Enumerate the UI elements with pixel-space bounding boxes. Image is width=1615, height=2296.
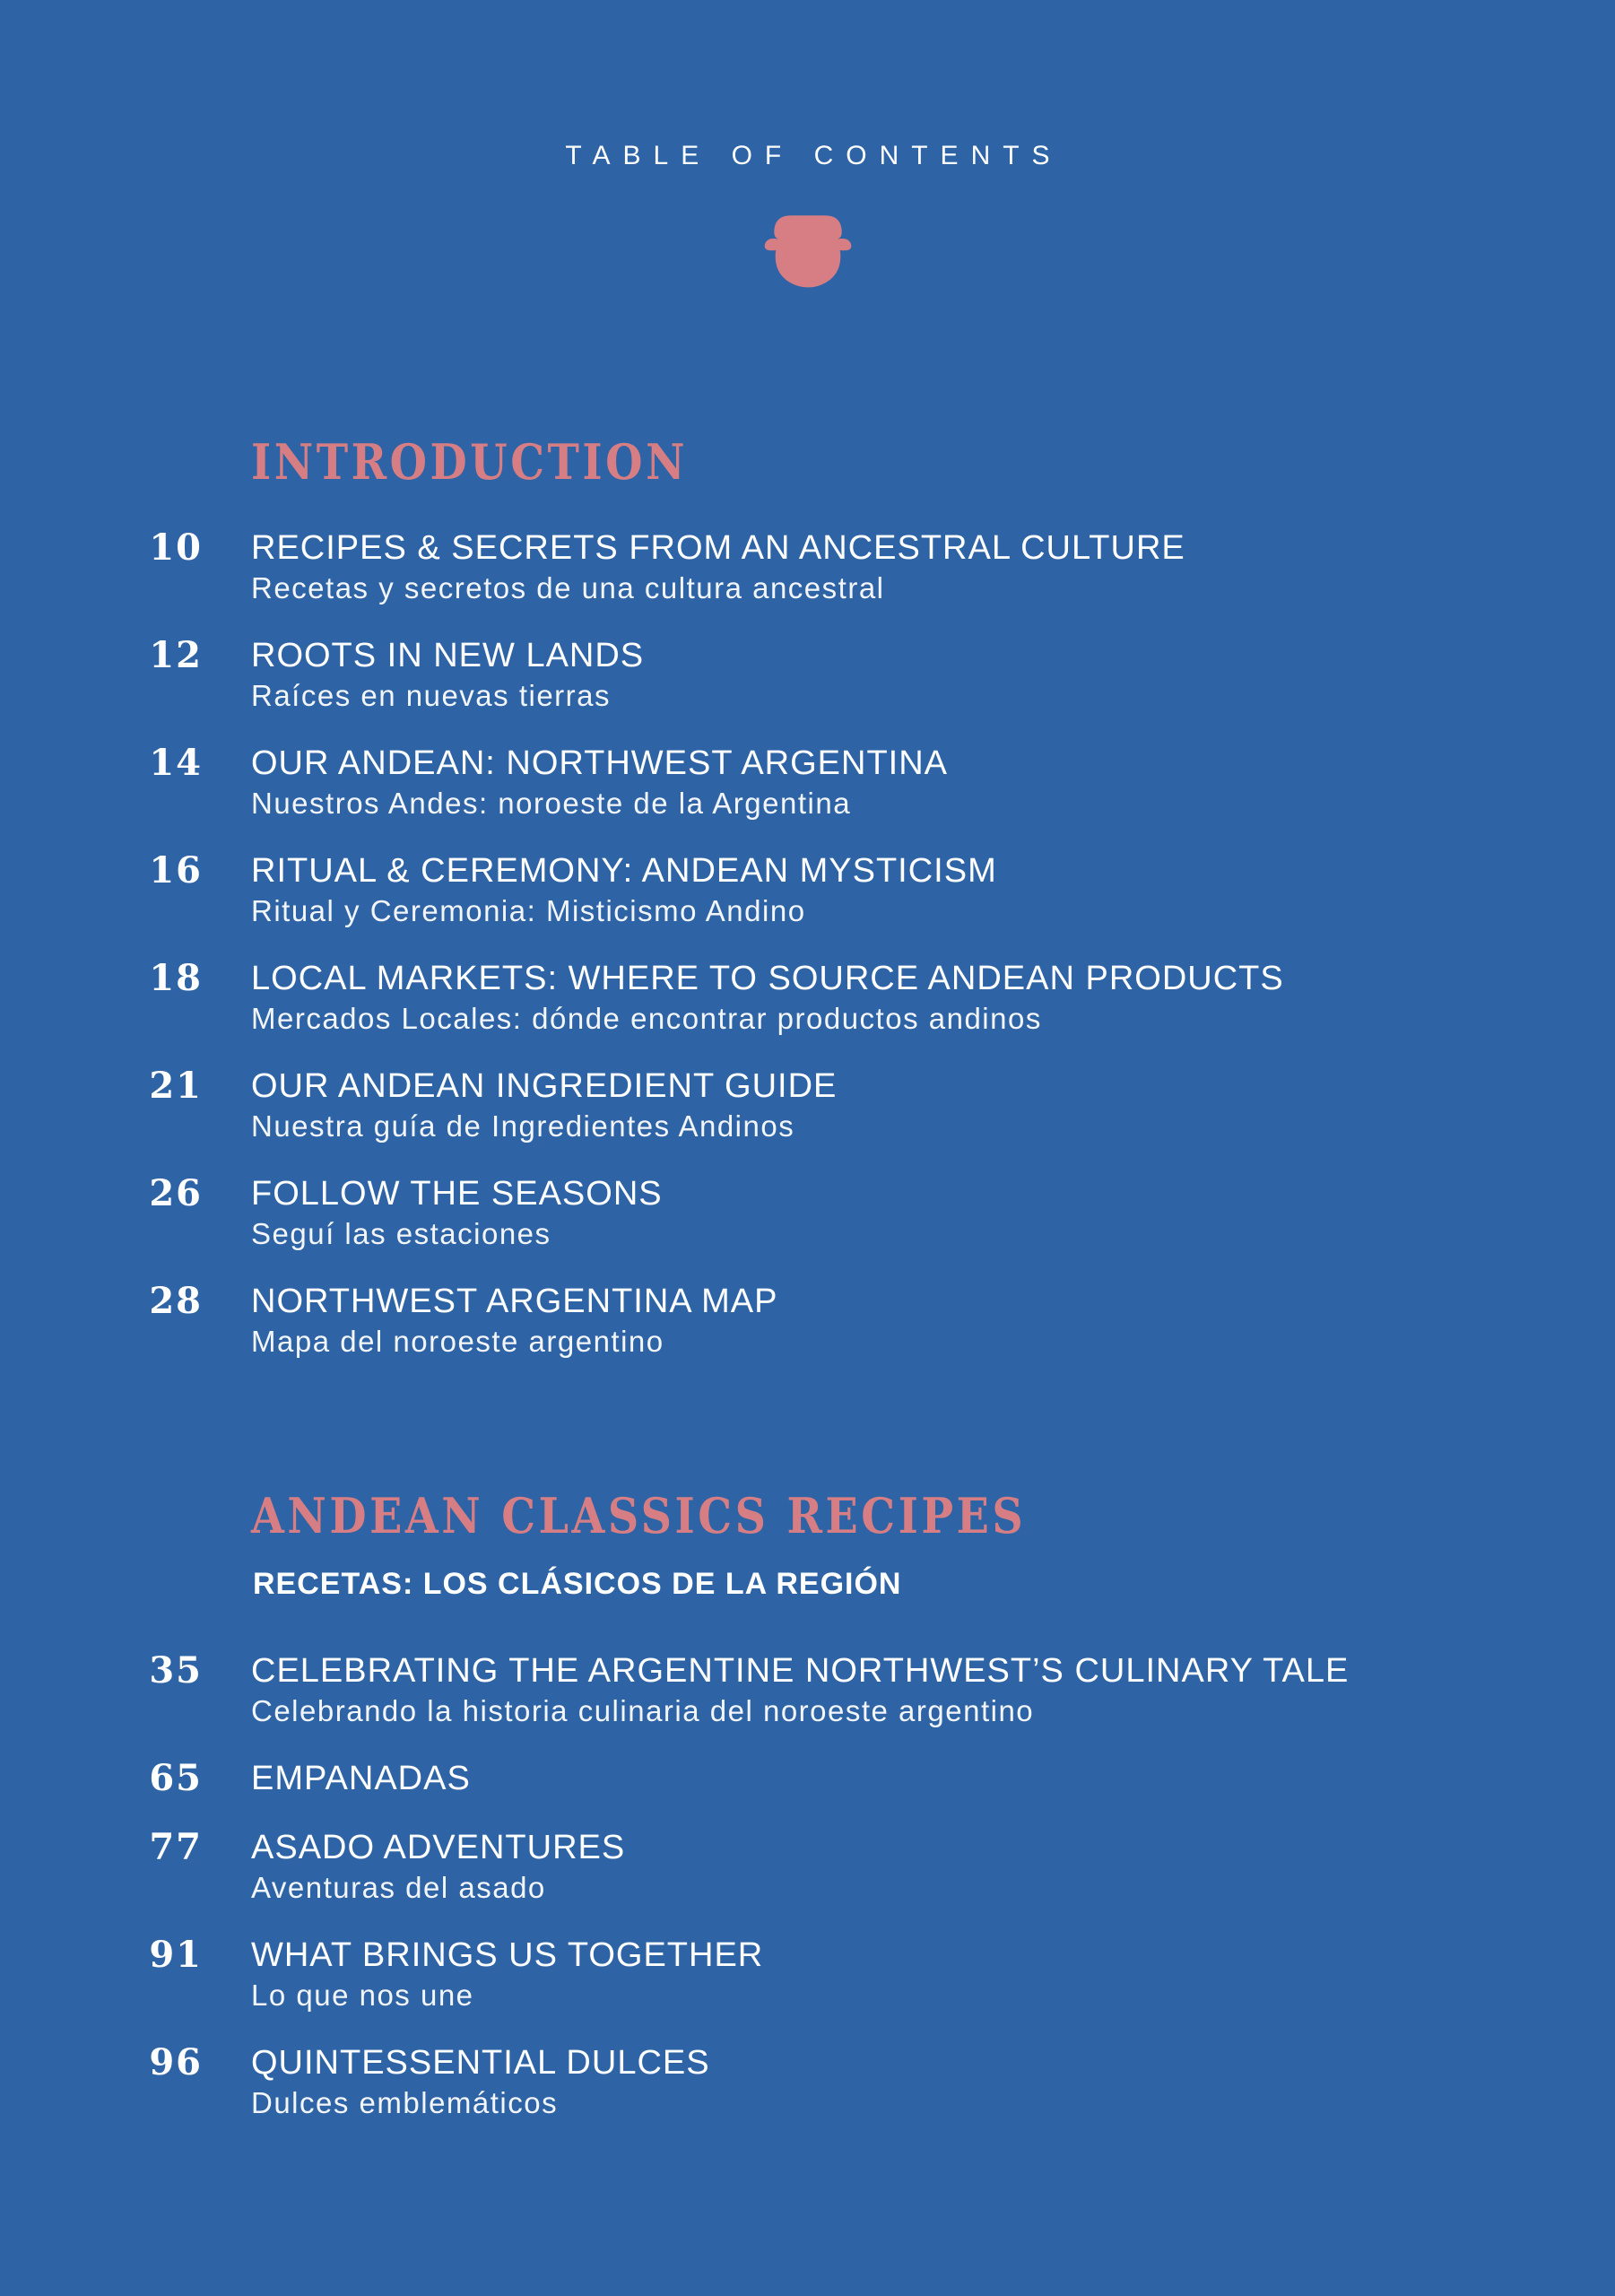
entry-page-number: 12 [149,634,203,676]
entry-texts [251,637,644,713]
entry-title: CELEBRATING THE ARGENTINE NORTHWEST’S CULINARY TALE [251,1652,1350,1690]
entry-subtitle: Nuestros Andes: noroeste de la Argentina [251,787,852,820]
entry-title: ASADO ADVENTURES [251,1829,626,1866]
entry-texts [251,1283,777,1359]
entry-title: WHAT BRINGS US TOGETHER [251,1936,764,1974]
entry-page-number: 26 [149,1172,203,1214]
section-title: ANDEAN CLASSICS RECIPES [251,1487,1027,1544]
entry-page-number: 16 [149,849,203,891]
entry-title: FOLLOW THE SEASONS [251,1175,663,1213]
entry-page-number: 28 [149,1280,203,1322]
entry-texts [251,1067,837,1144]
entry-texts [251,2044,710,2120]
entry-title: OUR ANDEAN: NORTHWEST ARGENTINA [251,744,949,782]
entries [0,526,1615,1359]
entry-subtitle: Nuestra guía de Ingredientes Andinos [251,1109,795,1143]
entry-page-number: 10 [149,526,203,569]
entry-texts [251,1760,471,1797]
entry-page-number: 21 [149,1065,203,1107]
toc-entry[interactable] [0,849,1615,928]
entry-subtitle: Aventuras del asado [251,1871,546,1904]
entry-subtitle: Seguí las estaciones [251,1217,551,1250]
entry-page-number: 91 [149,1934,203,1976]
toc-section [0,433,1615,1359]
pot-icon [749,208,867,291]
entry-title: LOCAL MARKETS: WHERE TO SOURCE ANDEAN PRODUCTS [251,960,1284,997]
entry-subtitle: Mercados Locales: dónde encontrar productos andinos [251,1002,1042,1035]
toc-entry[interactable] [0,1172,1615,1251]
entry-texts [251,529,1185,605]
entry-subtitle: Dulces emblemáticos [251,2086,559,2119]
section-subtitle: RECETAS: LOS CLÁSICOS DE LA REGIÓN [253,1567,902,1601]
toc-section [0,1487,1615,2120]
entry-title: RITUAL & CEREMONY: ANDEAN MYSTICISM [251,852,997,890]
page-title: TABLE OF CONTENTS [565,141,1063,170]
entry-page-number: 77 [149,1826,203,1868]
toc-entry[interactable] [0,744,1615,821]
sections [0,433,1615,2120]
entry-texts [251,1829,625,1905]
toc-entry[interactable] [0,526,1615,605]
entry-texts [251,744,948,821]
entry-subtitle: Lo que nos une [251,1979,474,2012]
entry-page-number: 65 [149,1757,203,1799]
entry-page-number: 35 [149,1649,203,1692]
entry-texts [251,960,1284,1036]
toc-entry[interactable] [0,957,1615,1036]
entry-subtitle: Recetas y secretos de una cultura ancestral [251,571,885,604]
toc-entry[interactable] [0,1067,1615,1144]
entry-page-number: 96 [149,2041,203,2083]
entry-texts [251,1175,663,1251]
entry-texts [251,1652,1349,1728]
entry-subtitle: Celebrando la historia culinaria del noroeste argentino [251,1694,1035,1727]
toc-entry[interactable] [0,634,1615,713]
entry-title: OUR ANDEAN INGREDIENT GUIDE [251,1067,838,1105]
entries [0,1649,1615,2120]
entry-subtitle: Raíces en nuevas tierras [251,679,612,712]
toc-entry[interactable] [0,1280,1615,1359]
entry-title: QUINTESSENTIAL DULCES [251,2044,710,2082]
entry-title: NORTHWEST ARGENTINA MAP [251,1283,778,1320]
entry-title: RECIPES & SECRETS FROM AN ANCESTRAL CULTURE [251,529,1185,567]
toc-entry[interactable] [0,1826,1615,1905]
entry-title: ROOTS IN NEW LANDS [251,637,645,674]
entry-subtitle: Ritual y Ceremonia: Misticismo Andino [251,894,806,927]
entry-title: EMPANADAS [251,1760,471,1797]
entry-page-number: 14 [149,742,203,784]
toc-entry[interactable] [0,2041,1615,2120]
toc-entry[interactable] [0,1649,1615,1728]
toc-entry[interactable] [0,1757,1615,1799]
entry-texts [251,852,997,928]
entry-texts [251,1936,763,2013]
section-title: INTRODUCTION [251,433,689,491]
entry-subtitle: Mapa del noroeste argentino [251,1325,664,1358]
toc-entry[interactable] [0,1936,1615,2013]
entry-page-number: 18 [149,957,203,999]
